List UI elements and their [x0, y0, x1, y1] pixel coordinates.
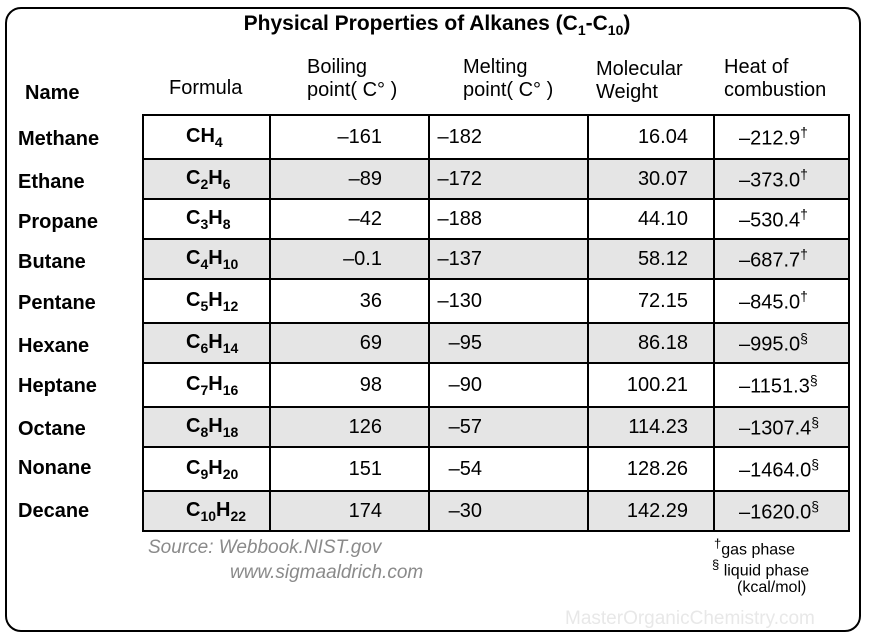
cell-formula: $C_9H_{20}$ [143, 447, 270, 491]
header-name: Name [25, 82, 80, 104]
page-title: Physical Properties of Alkanes $(C_1-C_{10})$ [243, 12, 631, 39]
header-melting-point: Melting point( C° ) [463, 56, 554, 101]
cell-formula: $CH_4$ [143, 115, 270, 159]
cell-molecular-weight: 142.29 [588, 491, 714, 531]
footnote-mark: † [800, 123, 808, 140]
table-row [143, 279, 849, 323]
header-formula: Formula [169, 77, 243, 99]
cell-melting-point: –30 [429, 491, 588, 531]
footnote-mark: † [800, 165, 808, 182]
cell-melting-point: –95 [429, 323, 588, 363]
row-name: Pentane [18, 292, 96, 314]
header-boiling-point: Boiling point( C° ) [307, 56, 398, 101]
cell-formula: $C_6H_{14}$ [143, 323, 270, 363]
footnote-mark: † [800, 287, 808, 304]
cell-melting-point: –130 [429, 279, 588, 323]
cell-heat-of-combustion: –530.4† [714, 199, 849, 239]
cell-heat-of-combustion: –1620.0§ [714, 491, 849, 531]
source-line-2: www.sigmaaldrich.com [230, 562, 424, 583]
table-row [143, 363, 849, 407]
cell-formula: $C_8H_{18}$ [143, 407, 270, 447]
properties-table [142, 114, 850, 532]
table-row [143, 199, 849, 239]
cell-melting-point: –188 [429, 199, 588, 239]
cell-molecular-weight: 72.15 [588, 279, 714, 323]
cell-heat-of-combustion: –1307.4§ [714, 407, 849, 447]
header-molecular-weight: Molecular Weight [596, 58, 683, 103]
note-gas-phase: †gas phase [714, 536, 796, 559]
footnote-mark: § [811, 455, 820, 472]
table-row [143, 239, 849, 279]
footnote-mark: † [800, 245, 808, 262]
cell-molecular-weight: 114.23 [588, 407, 714, 447]
cell-formula: $C_{10}H_{22}$ [143, 491, 270, 531]
table-row [143, 159, 849, 199]
cell-boiling-point: –42 [270, 199, 429, 239]
cell-melting-point: –57 [429, 407, 588, 447]
note-liquid-phase: § liquid phase [712, 557, 810, 580]
row-name: Decane [18, 500, 90, 522]
cell-boiling-point: 174 [270, 491, 429, 531]
cell-boiling-point: –89 [270, 159, 429, 199]
cell-boiling-point: 98 [270, 363, 429, 407]
footnote-mark: § [811, 497, 820, 514]
cell-heat-of-combustion: –1464.0§ [714, 447, 849, 491]
footnote-mark: § [811, 413, 820, 430]
table-row [143, 491, 849, 531]
cell-formula: $C_5H_{12}$ [143, 279, 270, 323]
cell-boiling-point: 69 [270, 323, 429, 363]
cell-boiling-point: 36 [270, 279, 429, 323]
table-row [143, 115, 849, 159]
table-row [143, 323, 849, 363]
row-name: Hexane [18, 335, 90, 357]
source-line-1: Source: Webbook.NIST.gov [148, 537, 382, 558]
cell-formula: $C_4H_{10}$ [143, 239, 270, 279]
cell-heat-of-combustion: –995.0§ [714, 323, 849, 363]
cell-boiling-point: 151 [270, 447, 429, 491]
cell-formula: $C_7H_{16}$ [143, 363, 270, 407]
cell-boiling-point: –161 [270, 115, 429, 159]
cell-formula: $C_2H_6$ [143, 159, 270, 199]
cell-molecular-weight: 86.18 [588, 323, 714, 363]
table-row [143, 407, 849, 447]
cell-heat-of-combustion: –212.9† [714, 115, 849, 159]
cell-molecular-weight: 58.12 [588, 239, 714, 279]
cell-melting-point: –172 [429, 159, 588, 199]
row-name: Propane [18, 211, 99, 233]
cell-melting-point: –54 [429, 447, 588, 491]
watermark: MasterOrganicChemistry.com [565, 608, 815, 629]
cell-heat-of-combustion: –373.0† [714, 159, 849, 199]
cell-formula: $C_3H_8$ [143, 199, 270, 239]
row-name: Butane [18, 251, 86, 273]
row-name: Methane [18, 128, 100, 150]
cell-boiling-point: 126 [270, 407, 429, 447]
row-name: Nonane [18, 457, 92, 479]
row-name: Heptane [18, 375, 97, 397]
cell-molecular-weight: 44.10 [588, 199, 714, 239]
cell-heat-of-combustion: –1151.3§ [714, 363, 849, 407]
table-row [143, 447, 849, 491]
cell-heat-of-combustion: –687.7† [714, 239, 849, 279]
cell-molecular-weight: 30.07 [588, 159, 714, 199]
cell-molecular-weight: 100.21 [588, 363, 714, 407]
cell-heat-of-combustion: –845.0† [714, 279, 849, 323]
footnote-mark: § [800, 329, 808, 346]
row-name: Octane [18, 418, 86, 440]
row-name: Ethane [18, 171, 85, 193]
cell-molecular-weight: 16.04 [588, 115, 714, 159]
note-units: (kcal/mol) [737, 579, 807, 596]
header-heat-of-combustion: Heat of combustion [724, 56, 827, 101]
cell-melting-point: –182 [429, 115, 588, 159]
cell-melting-point: –90 [429, 363, 588, 407]
cell-melting-point: –137 [429, 239, 588, 279]
footnote-mark: † [800, 205, 808, 222]
footnote-mark: § [809, 371, 818, 388]
cell-boiling-point: –0.1 [270, 239, 429, 279]
cell-molecular-weight: 128.26 [588, 447, 714, 491]
